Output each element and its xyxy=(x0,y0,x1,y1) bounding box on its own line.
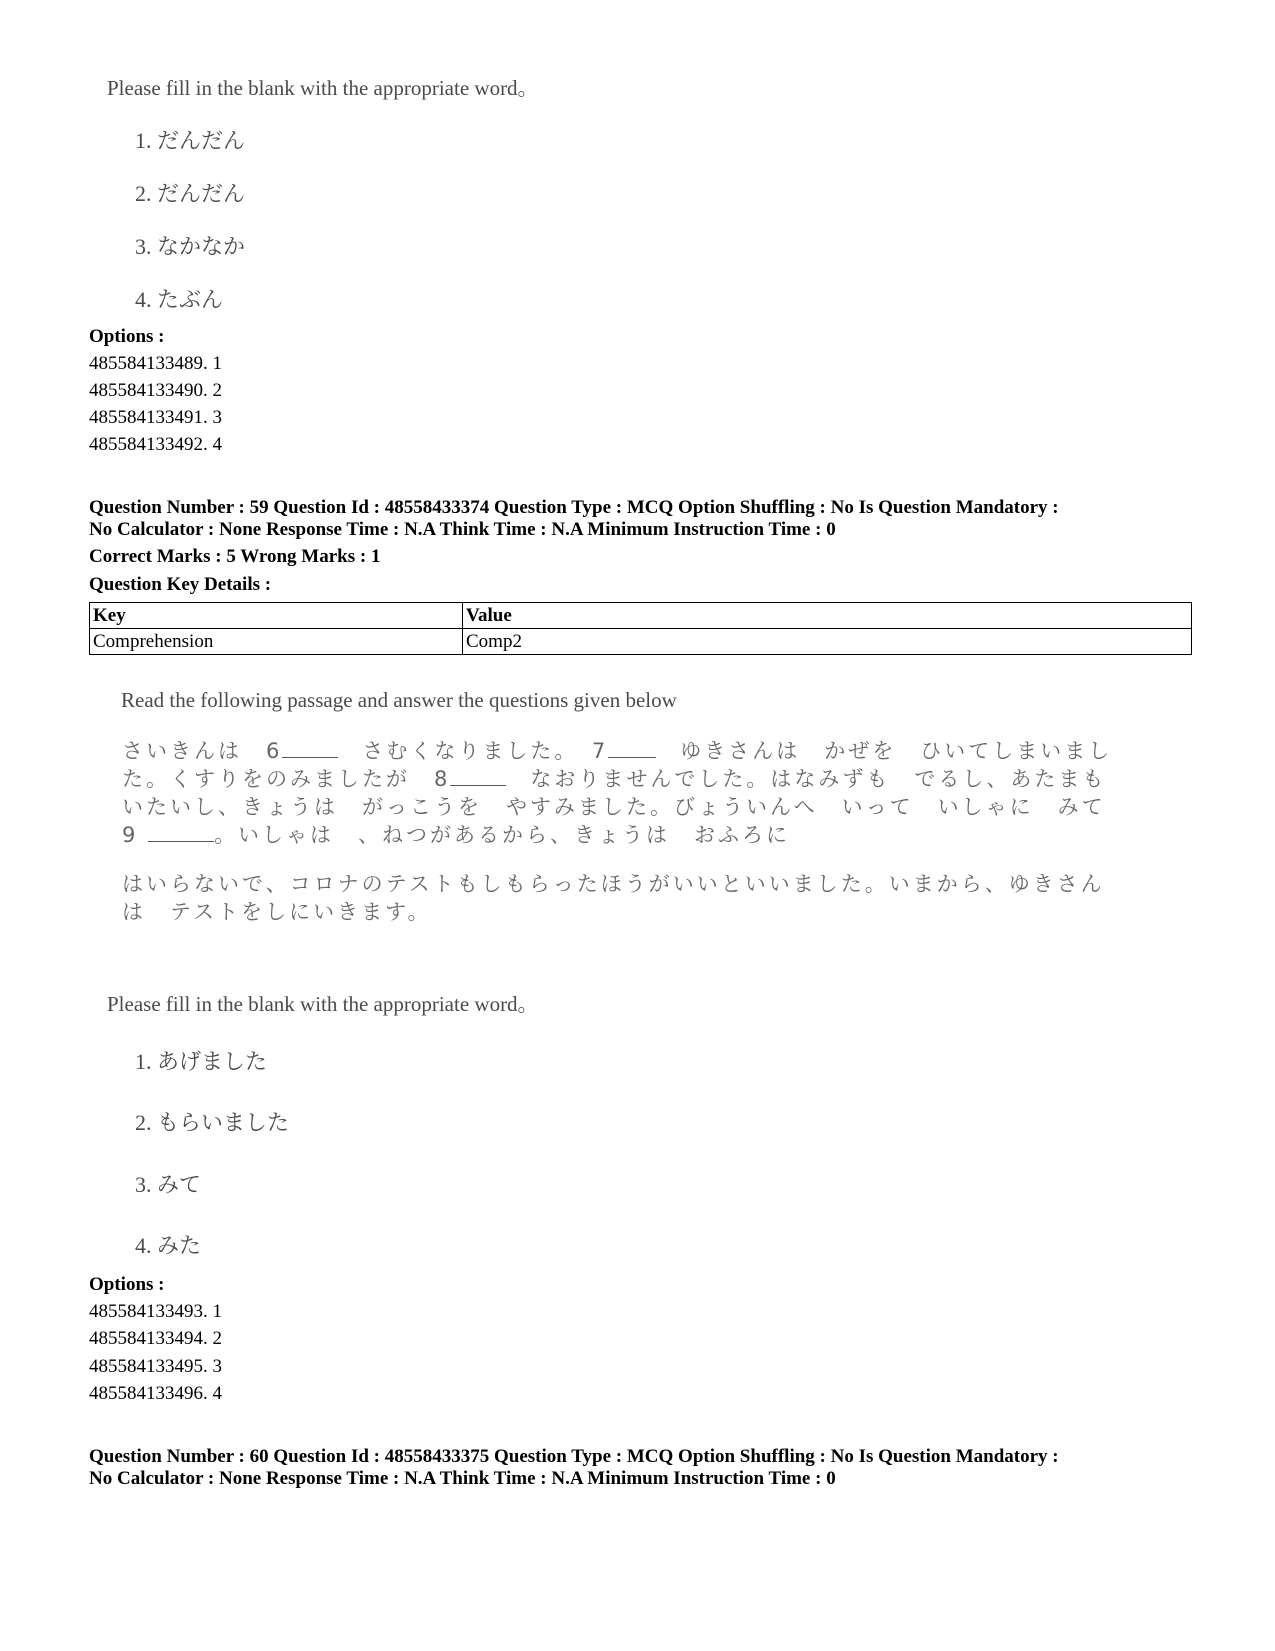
option-item: 485584133489. 1 xyxy=(89,353,222,374)
key-details-heading: Question Key Details : xyxy=(89,574,272,595)
blank-9 xyxy=(148,825,214,842)
passage-line-4: 9 。いしゃは 、ねつがあるから、きょうは おふろに xyxy=(122,823,791,847)
options-heading: Options : xyxy=(89,326,165,347)
question-meta-line1: Question Number : 59 Question Id : 48558433374 Question Type : MCQ Option Shuffling : No Is Question Mandatory : xyxy=(89,497,1059,518)
scanned-choice-1: 1. だんだん xyxy=(135,128,246,153)
table-header-row xyxy=(90,603,1192,629)
table-cell: Comp2 xyxy=(463,629,1192,655)
table-cell: Comprehension xyxy=(90,629,463,655)
option-item: 485584133496. 4 xyxy=(89,1383,222,1404)
scanned-choice-2: 2. もらいました xyxy=(135,1110,290,1135)
scanned-choice-4: 4. みた xyxy=(135,1233,202,1258)
scanned-choice-3: 3. なかなか xyxy=(135,234,246,259)
passage-line-3: いたいし、きょうは がっこうを やすみました。びょういんへ いって いしゃに みて xyxy=(122,795,1106,819)
table-header-key: Key xyxy=(90,603,463,629)
marks-line: Correct Marks : 5 Wrong Marks : 1 xyxy=(89,546,381,567)
scanned-choice-3: 3. みて xyxy=(135,1172,202,1197)
blank-7 xyxy=(608,741,656,758)
question-meta-line2: No Calculator : None Response Time : N.A Think Time : N.A Minimum Instruction Time : 0 xyxy=(89,519,836,540)
blank-6 xyxy=(282,741,338,758)
scanned-choice-2: 2. だんだん xyxy=(135,181,246,206)
scanned-choice-4: 4. たぶん xyxy=(135,287,224,312)
option-item: 485584133493. 1 xyxy=(89,1301,222,1322)
key-value-table xyxy=(89,602,1192,655)
scanned-instruction: Please fill in the blank with the appropriate word。 xyxy=(107,76,539,100)
table-header-value: Value xyxy=(463,603,1192,629)
passage-line-5: はいらないで、コロナのテストもしもらったほうがいいといいました。いまから、ゆきさん xyxy=(122,872,1105,896)
passage-line-6: は テストをしにいきます。 xyxy=(122,900,432,924)
option-item: 485584133490. 2 xyxy=(89,380,222,401)
option-item: 485584133492. 4 xyxy=(89,434,222,455)
option-item: 485584133495. 3 xyxy=(89,1356,222,1377)
question-meta-line2: No Calculator : None Response Time : N.A Think Time : N.A Minimum Instruction Time : 0 xyxy=(89,1468,836,1489)
question-meta-line1: Question Number : 60 Question Id : 48558433375 Question Type : MCQ Option Shuffling : No Is Question Mandatory : xyxy=(89,1446,1059,1467)
passage-line-1: さいきんは 6 さむくなりました。 7 ゆきさんは かぜを ひいてしまいまし xyxy=(122,739,1113,763)
options-heading: Options : xyxy=(89,1274,165,1295)
passage-heading: Read the following passage and answer the questions given below xyxy=(121,688,677,712)
blank-8 xyxy=(450,769,506,786)
table-row xyxy=(90,629,1192,655)
scanned-choice-1: 1. あげました xyxy=(135,1049,268,1074)
passage-line-2: た。くすりをのみましたが 8 なおりませんでした。はなみずも でるし、あたまも xyxy=(122,767,1107,791)
option-item: 485584133491. 3 xyxy=(89,407,222,428)
option-item: 485584133494. 2 xyxy=(89,1328,222,1349)
scanned-instruction: Please fill in the blank with the appropriate word。 xyxy=(107,992,539,1016)
